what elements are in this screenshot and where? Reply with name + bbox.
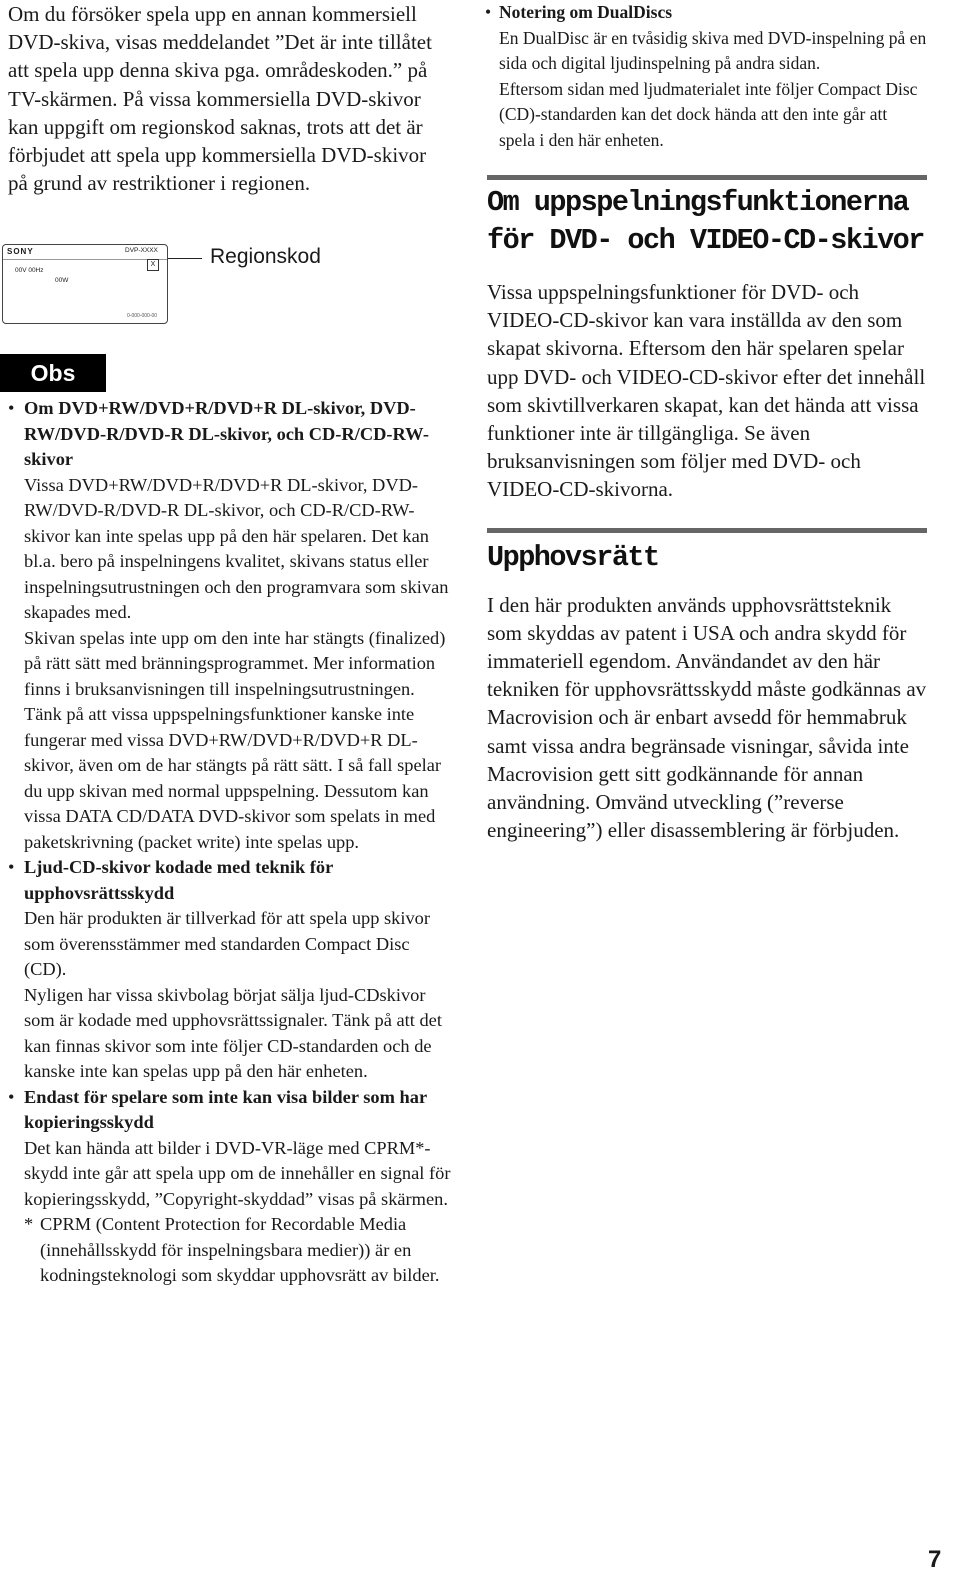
item-text: Det kan hända att bilder i DVD-VR-läge med CPRM*-skydd inte går att spela upp om de innehåller en signal för kopieringsskydd, ”Copyright-skyddad” visas på skärmen.: [24, 1137, 451, 1209]
item-heading: Notering om DualDiscs: [499, 2, 673, 22]
brand-logo: SONY: [7, 247, 34, 256]
region-code-box: X: [147, 259, 159, 271]
wattage-text: 00W: [55, 277, 69, 284]
bullet-icon: •: [8, 1086, 15, 1107]
model-number: DVP-XXXX: [125, 247, 158, 254]
section-title: Upphovsrätt: [487, 540, 659, 574]
section-title-line: för DVD- och VIDEO-CD-skivor: [487, 224, 924, 257]
item-heading: Om DVD+RW/DVD+R/DVD+R DL-skivor, DVD-RW/DVD-R/DVD-R DL-skivor, och CD-R/CD-RW-skivor: [24, 398, 429, 469]
rating-plate: [2, 244, 168, 324]
footnote-mark: *: [24, 1214, 34, 1234]
bullet-icon: •: [8, 398, 15, 418]
list-item: [8, 855, 453, 1085]
footnote-text: CPRM (Content Protection for Recordable Media (innehållsskydd för inspelningsbara medier)) är en kodningsteknologi som skyddar upphovsrätt av bilder.: [40, 1214, 440, 1285]
page-number: 7: [928, 1546, 942, 1573]
region-code-caption: Regionskod: [210, 245, 321, 268]
section-body: I den här produkten används upphovsrättsteknik som skyddas av patent i USA och andra skydd för immateriell egendom. Användandet av den här tekniken för upphovsrättsskydd måste godkännas av Macrovision och är enbart avsedd för hemmabruk samt vissa andra begränsade visningar, såvida inte Macrovision gett sitt godkännande för annan användning. Omvänd utveckling (”reverse engineering”) eller disassemblering är förbjuden.: [487, 592, 927, 843]
section-title-line: Om uppspelningsfunktionerna: [487, 186, 909, 219]
dualdisc-note: [487, 0, 927, 153]
list-item: [8, 396, 453, 855]
list-item: [8, 1085, 453, 1289]
region-label-figure: [0, 240, 420, 330]
bullet-icon: •: [485, 2, 492, 22]
voltage-text: 00V 00Hz: [15, 267, 44, 274]
obs-list: [8, 396, 453, 1289]
item-heading: Ljud-CD-skivor kodade med teknik för upphovsrättsskydd: [24, 857, 333, 903]
plate-divider: [3, 259, 167, 260]
section-body: Vissa uppspelningsfunktioner för DVD- och VIDEO-CD-skivor kan vara inställda av den som skapat skivorna. Eftersom den här spelaren spelar upp DVD- och VIDEO-CD-skivor efter det innehåll som skivtillverkaren skapat, kan det hända att vissa funktioner inte är tillgängliga. Se även bruksanvisningen som följer med DVD- och VIDEO-CD-skivorna.: [487, 280, 926, 502]
section-divider: [487, 175, 927, 180]
item-text: Den här produkten är tillverkad för att spela upp skivor som överensstämmer med standarden Compact Disc (CD).: [24, 908, 431, 979]
item-text: Eftersom sidan med ljudmaterialet inte följer Compact Disc (CD)-standarden kan det dock hända att den inte går att spela i den här enheten.: [499, 78, 918, 150]
item-text: Vissa DVD+RW/DVD+R/DVD+R DL-skivor, DVD-RW/DVD-R/DVD-R DL-skivor, och CD-R/CD-RW-skivor kan inte spelas upp på den här spelaren. Det kan bl.a. bero på inspelningens kvalitet, skivans status eller inspelningsutrustningen och den programvara som skivan skapades med.: [24, 474, 449, 622]
item-text: Nyligen har vissa skivbolag börjat sälja ljud-CDskivor som är kodade med upphovsrättssignaler. Tänk på att det kan finnas skivor som inte följer CD-standarden och de kanske inte kan spelas upp på den här enheten.: [24, 984, 442, 1081]
section-divider: [487, 528, 927, 533]
leader-line: [168, 258, 202, 259]
list-item: [487, 0, 927, 153]
footnote: [24, 1212, 453, 1289]
item-heading: Endast för spelare som inte kan visa bilder som har kopieringsskydd: [24, 1086, 427, 1132]
bullet-icon: •: [8, 857, 15, 877]
item-text: En DualDisc är en tvåsidig skiva med DVD-inspelning på en sida och digital ljudinspelning på andra sidan.: [499, 27, 927, 73]
section-title: [487, 184, 927, 260]
right-column: [487, 0, 927, 844]
left-column: [8, 0, 448, 197]
serial-number: 0-000-000-00: [127, 313, 158, 319]
obs-heading: Obs: [0, 354, 106, 392]
item-text: Skivan spelas inte upp om den inte har stängts (finalized) på rätt sätt med bränningsprogrammet. Mer information finns i bruksanvisningen till inspelningsutrustningen. Tänk på att vissa uppspelningsfunktioner kanske inte fungerar med vissa DVD+RW/DVD+R/DVD+R DL-skivor, även om de har stängts på rätt sätt. I så fall spelar du upp skivan med normal uppspelning. Dessutom kan vissa DATA CD/DATA DVD-skivor som spelats in med paketskrivning (packet write) inte spelas upp.: [24, 627, 446, 852]
intro-paragraph: Om du försöker spela upp en annan kommersiell DVD-skiva, visas meddelandet ”Det är inte tillåtet att spela upp denna skiva pga. områdeskoden.” på TV-skärmen. På vissa kommersiella DVD-skivor kan uppgift om regionskod saknas, trots att det är förbjudet att spela upp kommersiella DVD-skivor på grund av restriktioner i regionen.: [8, 2, 432, 196]
